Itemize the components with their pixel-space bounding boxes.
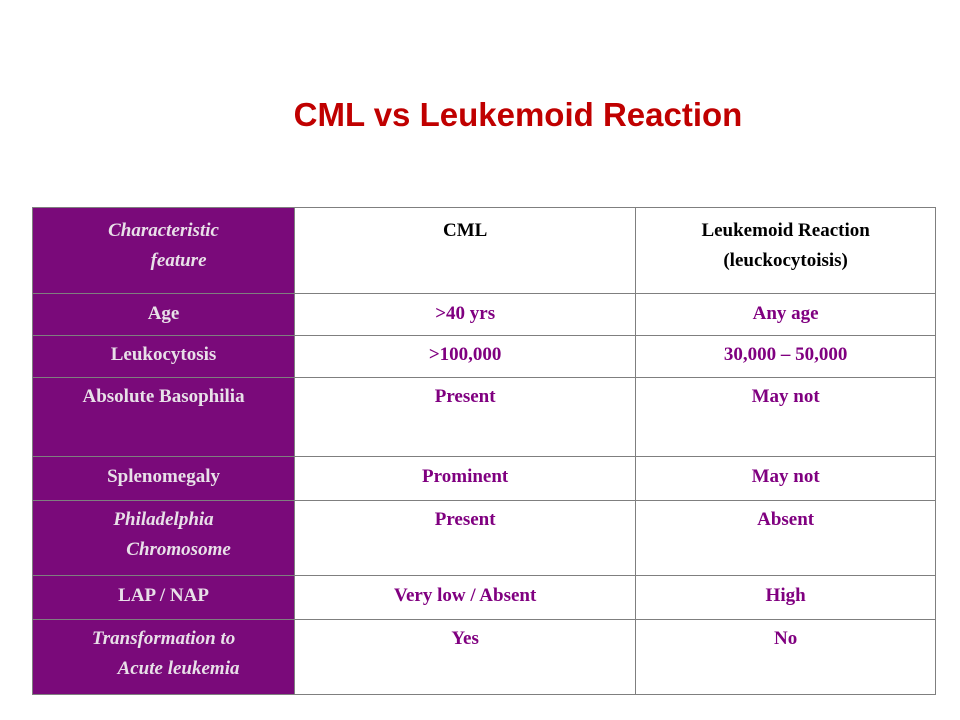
feature-line1: Philadelphia bbox=[113, 509, 214, 530]
feature-cell: LAP / NAP bbox=[33, 576, 295, 620]
cml-cell: Present bbox=[295, 501, 636, 576]
header-feature-line2: feature bbox=[150, 250, 207, 271]
lr-cell: 30,000 – 50,000 bbox=[636, 336, 936, 378]
feature-cell bbox=[33, 620, 295, 695]
feature-cell: Age bbox=[33, 294, 295, 336]
feature-cell: Leukocytosis bbox=[33, 336, 295, 378]
comparison-table bbox=[32, 207, 936, 695]
table-row bbox=[33, 501, 936, 576]
cml-cell: Very low / Absent bbox=[295, 576, 636, 620]
cml-cell: >40 yrs bbox=[295, 294, 636, 336]
lr-cell: High bbox=[636, 576, 936, 620]
lr-cell: May not bbox=[636, 457, 936, 501]
table-row bbox=[33, 294, 936, 336]
table-row bbox=[33, 378, 936, 457]
feature-line1: Transformation to bbox=[91, 628, 236, 649]
feature-cell bbox=[33, 501, 295, 576]
header-cml-label: CML bbox=[442, 220, 488, 241]
cml-cell: Yes bbox=[295, 620, 636, 695]
cml-cell: >100,000 bbox=[295, 336, 636, 378]
slide-title: CML vs Leukemoid Reaction bbox=[293, 96, 743, 133]
lr-cell: Absent bbox=[636, 501, 936, 576]
table-row bbox=[33, 336, 936, 378]
cml-cell: Prominent bbox=[295, 457, 636, 501]
header-feature-line1: Characteristic bbox=[108, 220, 219, 241]
lr-cell: Any age bbox=[636, 294, 936, 336]
feature-cell: Absolute Basophilia bbox=[33, 378, 295, 457]
header-lr-line1: Leukemoid Reaction bbox=[701, 220, 870, 241]
table-row bbox=[33, 576, 936, 620]
header-cml-cell bbox=[295, 208, 636, 294]
table-row bbox=[33, 620, 936, 695]
lr-cell: No bbox=[636, 620, 936, 695]
feature-line2: Acute leukemia bbox=[117, 658, 240, 679]
cml-cell: Present bbox=[295, 378, 636, 457]
feature-cell: Splenomegaly bbox=[33, 457, 295, 501]
header-lr-cell bbox=[636, 208, 936, 294]
feature-line2: Chromosome bbox=[126, 539, 231, 560]
header-feature-cell bbox=[33, 208, 295, 294]
lr-cell: May not bbox=[636, 378, 936, 457]
table-row bbox=[33, 457, 936, 501]
header-lr-line2: (leuckocytoisis) bbox=[723, 250, 848, 271]
table-header-row bbox=[33, 208, 936, 294]
